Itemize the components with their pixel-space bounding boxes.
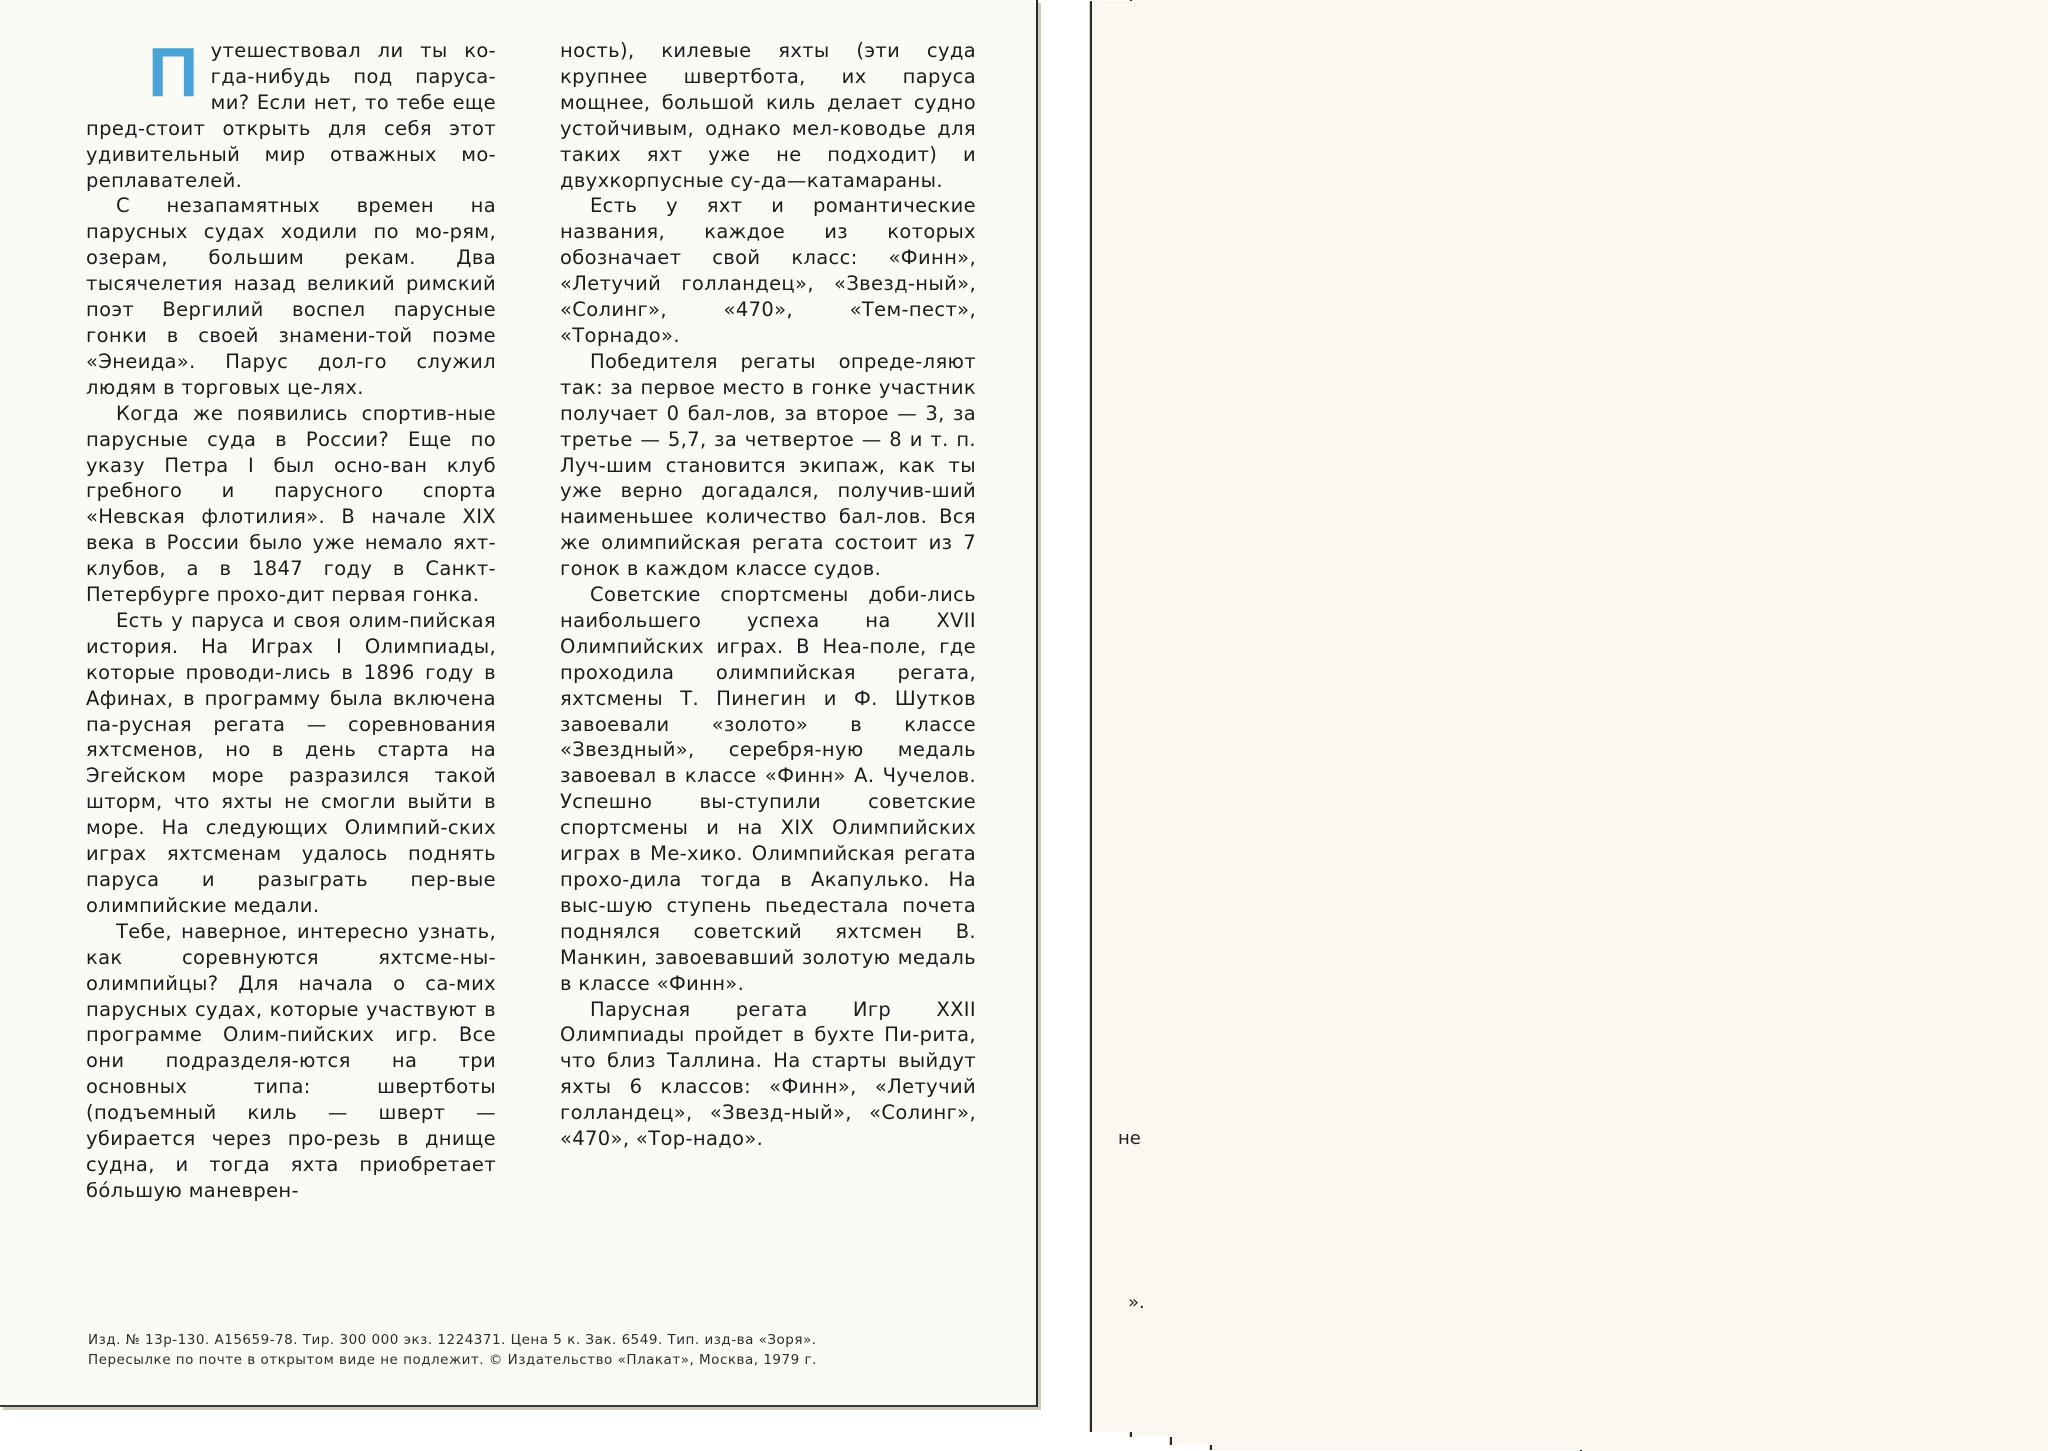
stacked-postcard-edge xyxy=(1090,1,2048,1432)
paragraph: ность), килевые яхты (эти суда крупнее швертбота, их паруса мощнее, большой киль делает судно устойчивым, однако мел-ководье для таких яхт уже не подходит) и двухкорпусные су-да—катамараны. xyxy=(560,39,976,192)
paragraph: Есть у яхт и романтические названия, каждое из которых обозначает свой класс: «Финн», «Летучий голландец», «Звезд-ный», «Солинг», «470», «Тем-пест», «Торнадо». xyxy=(560,194,976,347)
right-text-column xyxy=(560,38,976,1152)
paragraph: Есть у паруса и своя олим-пийская история. На Играх I Олимпиады, которые проводи-лись в 1896 году в Афинах, в программу была включена па-русная регата — соревнования яхтсменов, но в день старта на Эгейском море разразился такой шторм, что яхты не смогли выйти в море. На следующих Олимпий-ских играх яхтсменам удалось поднять паруса и разыграть пер-вые олимпийские медали. xyxy=(86,608,496,917)
paragraph: Советские спортсмены доби-лись наибольшего успеха на XVII Олимпийских играх. В Неа-поле, где проходила олимпийская регата, яхтсмены Т. Пинегин и Ф. Шутков завоевали «золото» в классе «Звездный», серебря-ную медаль завоевал в классе «Финн» А. Чучелов. Успешно вы-ступили советские спортсмены и на XIX Олимпийских играх в Ме-хико. Олимпийская регата прохо-дила тогда в Акапулько. На выс-шую ступень пьедестала почета поднялся советский яхтсмен В. Манкин, завоевавший золотую медаль в классе «Финн». xyxy=(560,583,976,995)
paragraph: Парусная регата Игр XXII Олимпиады пройдет в бухте Пи-рита, что близ Таллина. На старты выйдут яхты 6 классов: «Финн», «Летучий голландец», «Звезд-ный», «Солинг», «470», «Тор-надо». xyxy=(560,997,976,1151)
paragraph: утешествовал ли ты ко-гда-нибудь под паруса-ми? Если нет, то тебе еще пред-стоит открыть для себя этот удивительный мир отважных мо-реплавателей. xyxy=(86,39,496,192)
drop-cap: П xyxy=(148,33,199,111)
paragraph: Когда же появились спортив-ные парусные суда в России? Еще по указу Петра I был осно-ван клуб гребного и парусного спорта «Невская флотилия». В начале XIX века в России было уже немало яхт-клубов, а в 1847 году в Санкт-Петербурге прохо-дит первая гонка. xyxy=(86,401,496,607)
left-text-column xyxy=(86,33,496,1204)
paragraph: Победителя регаты опреде-ляют так: за первое место в гонке участник получает 0 бал-лов, за второе — 3, за третье — 5,7, за четвертое — 8 и т. п. Луч-шим становится экипаж, как ты уже верно догадался, получив-ший наименьшее количество бал-лов. Вся же олимпийская регата состоит из 7 гонок в каждом классе судов. xyxy=(560,349,976,581)
paragraph: С незапамятных времен на парусных судах ходили по мо-рям, озерам, большим рекам. Два тысячелетия назад великий римский поэт Вергилий воспел парусные гонки в своей знамени-той поэме «Энеида». Парус дол-го служил людям в торговых це-лях. xyxy=(86,194,496,399)
imprint xyxy=(88,1330,968,1370)
imprint-line: Изд. № 13р-130. А15659-78. Тир. 300 000 экз. 1224371. Цена 5 к. Зак. 6549. Тип. изд-ва «Зоря». xyxy=(88,1332,817,1348)
card-text-fragment: ». xyxy=(1128,1292,1145,1313)
imprint-line: Пересылке по почте в открытом виде не подлежит. © Издательство «Плакат», Москва, 1979 г. xyxy=(88,1352,817,1368)
front-postcard xyxy=(0,0,1038,1407)
paragraph: Тебе, наверное, интересно узнать, как соревнуются яхтсме-ны-олимпийцы? Для начала о са-мих парусных судах, которые участвуют в программе Олим-пийских игр. Все они подразделя-ются на три основных типа: швертботы (подъемный киль — шверт — убирается через про-резь в днище судна, и тогда яхта приобретает бóльшую маневрен- xyxy=(86,919,496,1202)
card-text-fragment: не xyxy=(1118,1128,1141,1149)
